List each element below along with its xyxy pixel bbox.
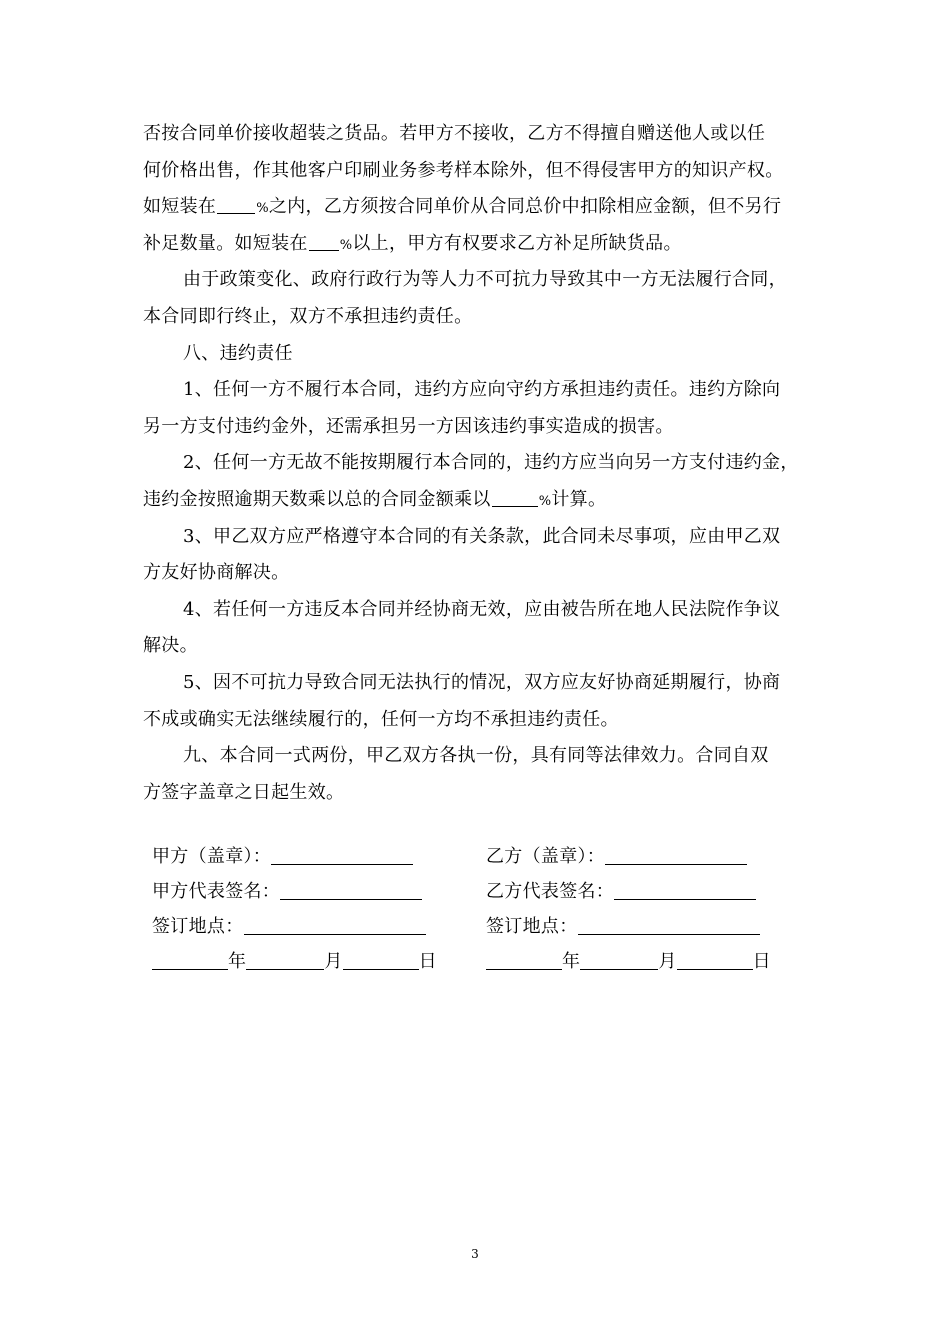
text-line: 3、甲乙双方应严格遵守本合同的有关条款，此合同未尽事项，应由甲乙双 [183, 525, 781, 547]
representative-row [152, 877, 802, 912]
text-line [143, 226, 808, 263]
text-fragment: 违约金按照逾期天数乘以总的合同金额乘以 [143, 488, 491, 510]
party-b-date [486, 947, 771, 973]
party-a-day-line [343, 949, 419, 970]
party-a-place [152, 912, 426, 938]
date-row [152, 947, 802, 982]
signature-block [152, 842, 802, 982]
page-number: 3 [471, 1247, 479, 1261]
party-a-rep-line [280, 879, 422, 900]
text-line: 4、若任何一方违反本合同并经协商无效，应由被告所在地人民法院作争议 [183, 598, 781, 620]
party-b-place-label: 签订地点： [486, 916, 578, 937]
seal-row [152, 842, 802, 877]
party-b-seal-line [605, 844, 747, 865]
party-a-seal-line [271, 844, 413, 865]
text-line: 解决。 [143, 635, 198, 657]
percent-sign: % [538, 493, 552, 509]
party-b-place-line [578, 914, 760, 935]
section-heading: 八、违约责任 [183, 342, 293, 364]
percent-sign: % [256, 201, 269, 217]
party-a-rep-label: 甲方代表签名： [152, 881, 281, 902]
section-heading: 九、本合同一式两份，甲乙双方各执一份，具有同等法律效力。合同自双 [183, 745, 769, 767]
party-b-place [486, 912, 760, 938]
party-b-rep-line [614, 879, 756, 900]
text-line [143, 482, 808, 519]
text-line: 何价格出售，作其他客户印刷业务参考样本除外，但不得侵害甲方的知识产权。 [143, 159, 784, 181]
party-b-day-label: 日 [752, 951, 771, 972]
party-b-representative [486, 877, 756, 903]
party-a-month-label: 月 [324, 951, 343, 972]
text-line: 另一方支付违约金外，还需承担另一方因该违约事实造成的损害。 [143, 415, 674, 437]
text-line: 方友好协商解决。 [143, 562, 290, 584]
text-line: 方签字盖章之日起生效。 [143, 781, 345, 803]
party-a-place-line [244, 914, 426, 935]
text-line: 5、因不可抗力导致合同无法执行的情况，双方应友好协商延期履行，协商 [183, 671, 781, 693]
contract-body [143, 116, 808, 811]
text-line: 不成或确实无法继续履行的，任何一方均不承担违约责任。 [143, 708, 619, 730]
party-a-seal-label: 甲方（盖章）： [152, 846, 272, 867]
text-fragment: 计算。 [551, 488, 607, 510]
text-line: 2、任何一方无故不能按期履行本合同的，违约方应当向另一方支付违约金， [183, 452, 799, 474]
text-line: 1、任何一方不履行本合同，违约方应向守约方承担违约责任。违约方除向 [183, 379, 781, 401]
percent-sign: % [339, 237, 353, 253]
text-fragment: 如短装在 [143, 196, 217, 218]
party-a-year-line [152, 949, 228, 970]
party-b-year-line [486, 949, 562, 970]
text-fragment: 以上，甲方有权要求乙方补足所缺货品。 [352, 232, 682, 254]
party-b-day-line [677, 949, 753, 970]
party-a-seal [152, 842, 413, 868]
party-a-month-line [246, 949, 324, 970]
party-b-year-label: 年 [562, 951, 581, 972]
text-fragment: 之内，乙方须按合同单价从合同总价中扣除相应金额，但不另行 [268, 196, 782, 218]
party-b-rep-label: 乙方代表签名： [486, 881, 615, 902]
party-b-month-label: 月 [658, 951, 677, 972]
party-a-year-label: 年 [228, 951, 247, 972]
party-a-date [152, 947, 437, 973]
party-a-day-label: 日 [418, 951, 437, 972]
text-line: 由于政策变化、政府行政行为等人力不可抗力导致其中一方无法履行合同， [183, 269, 787, 291]
party-b-seal-label: 乙方（盖章）： [486, 846, 606, 867]
text-line [143, 189, 808, 226]
party-a-representative [152, 877, 422, 903]
party-b-seal [486, 842, 747, 868]
text-line: 本合同即行终止，双方不承担违约责任。 [143, 305, 473, 327]
party-b-month-line [580, 949, 658, 970]
fill-in-blank [217, 195, 255, 214]
text-fragment: 补足数量。如短装在 [143, 232, 308, 254]
fill-in-blank [492, 488, 538, 507]
place-row [152, 912, 802, 947]
fill-in-blank [309, 232, 339, 251]
party-a-place-label: 签订地点： [152, 916, 244, 937]
text-line: 否按合同单价接收超装之货品。若甲方不接收，乙方不得擅自赠送他人或以任 [143, 123, 766, 144]
